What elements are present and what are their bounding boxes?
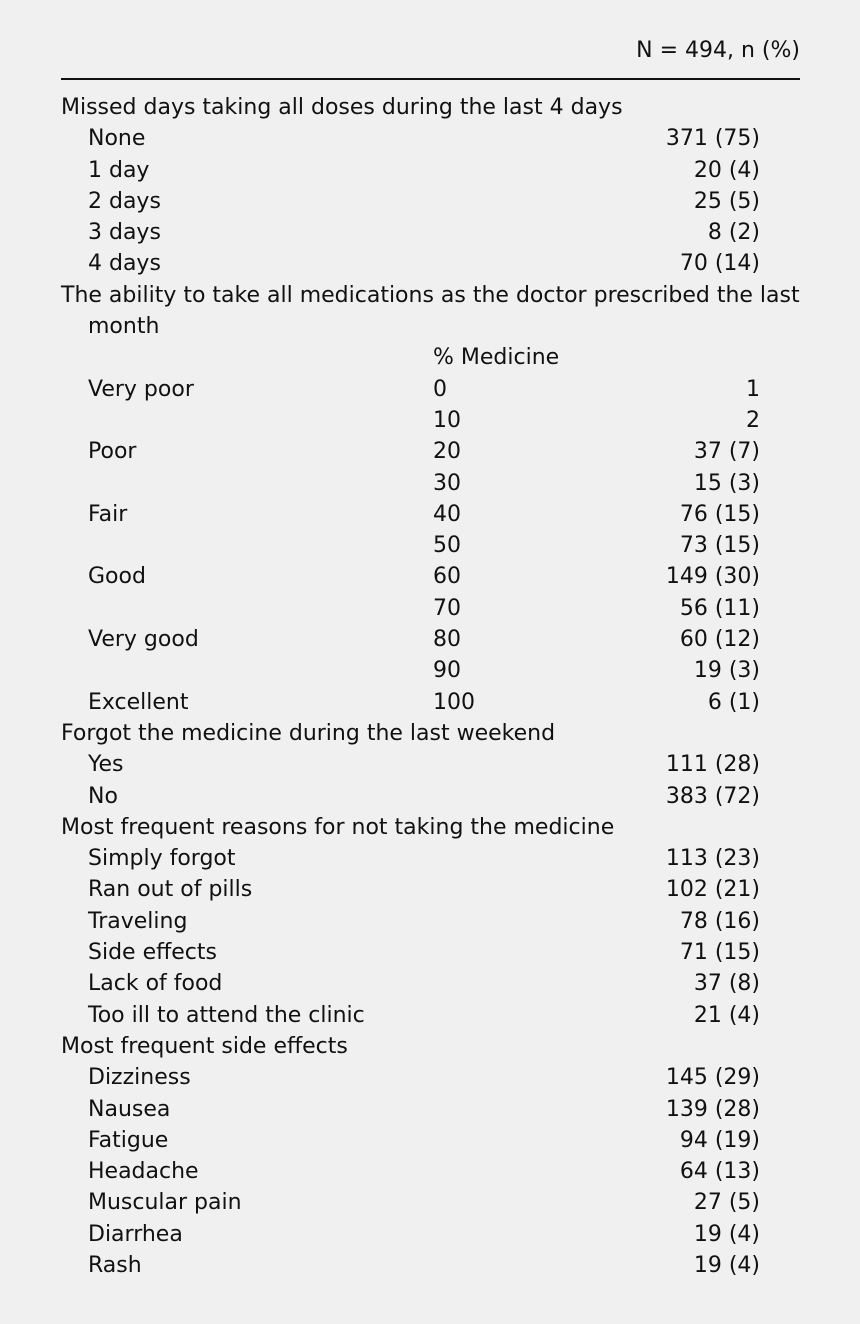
count-percent: 60 (12) bbox=[679, 627, 760, 653]
count-percent: 76 (15) bbox=[679, 501, 760, 527]
medicine-percent: % Medicine bbox=[433, 345, 560, 371]
table-row bbox=[61, 1250, 800, 1281]
row-label: Traveling bbox=[88, 908, 188, 934]
section-title-line1: The ability to take all medications as the doctor prescribed the last bbox=[61, 282, 800, 308]
table-row bbox=[61, 1094, 800, 1125]
row-label: Nausea bbox=[88, 1096, 171, 1122]
row-label: 1 day bbox=[88, 157, 150, 183]
mid-column-header bbox=[61, 342, 800, 373]
adherence-table bbox=[61, 30, 800, 1281]
count-percent: 371 (75) bbox=[665, 126, 760, 152]
count-percent: 19 (4) bbox=[693, 1252, 760, 1278]
medicine-percent: 90 bbox=[433, 658, 461, 684]
medicine-percent: 50 bbox=[433, 533, 461, 559]
table-row bbox=[61, 906, 800, 937]
row-label: Diarrhea bbox=[88, 1221, 183, 1247]
medicine-percent: 80 bbox=[433, 627, 461, 653]
row-label: Very good bbox=[88, 627, 199, 653]
count-percent: 78 (16) bbox=[679, 908, 760, 934]
row-label: No bbox=[88, 783, 118, 809]
table-row bbox=[61, 374, 800, 405]
table-row bbox=[61, 1219, 800, 1250]
row-label: Most frequent reasons for not taking the medicine bbox=[61, 814, 615, 840]
table-row bbox=[61, 217, 800, 248]
medicine-percent: 60 bbox=[433, 564, 461, 590]
count-percent: 113 (23) bbox=[665, 846, 760, 872]
row-label: Rash bbox=[88, 1252, 142, 1278]
row-label: Simply forgot bbox=[88, 846, 236, 872]
medicine-percent: 40 bbox=[433, 501, 461, 527]
row-label: Forgot the medicine during the last weekend bbox=[61, 720, 556, 746]
table-row bbox=[61, 155, 800, 186]
table-row bbox=[61, 186, 800, 217]
count-percent: 145 (29) bbox=[665, 1065, 760, 1091]
count-percent: 73 (15) bbox=[679, 533, 760, 559]
table-row bbox=[61, 1156, 800, 1187]
row-label: Yes bbox=[88, 752, 124, 778]
table-row bbox=[61, 1000, 800, 1031]
count-percent: 149 (30) bbox=[665, 564, 760, 590]
row-label: Headache bbox=[88, 1159, 199, 1185]
row-label: Very poor bbox=[88, 376, 194, 402]
count-percent: 70 (14) bbox=[679, 251, 760, 277]
row-label bbox=[61, 280, 800, 343]
row-label: Muscular pain bbox=[88, 1190, 242, 1216]
count-percent: 102 (21) bbox=[665, 877, 760, 903]
row-label: Excellent bbox=[88, 689, 189, 715]
count-percent: 37 (7) bbox=[693, 439, 760, 465]
count-percent: 20 (4) bbox=[693, 157, 760, 183]
section-title-line2: month bbox=[88, 314, 160, 340]
count-percent: 56 (11) bbox=[679, 595, 760, 621]
row-label: Most frequent side effects bbox=[61, 1033, 348, 1059]
row-label: Lack of food bbox=[88, 971, 223, 997]
table-row bbox=[61, 436, 800, 467]
row-label: 4 days bbox=[88, 251, 161, 277]
medicine-percent: 0 bbox=[433, 376, 447, 402]
table-row bbox=[61, 593, 800, 624]
table-row bbox=[61, 561, 800, 592]
row-label: Good bbox=[88, 564, 146, 590]
count-percent: 8 (2) bbox=[707, 220, 760, 246]
table-body bbox=[61, 80, 800, 1281]
table-row bbox=[61, 468, 800, 499]
row-label: 2 days bbox=[88, 188, 161, 214]
count-percent: 27 (5) bbox=[693, 1190, 760, 1216]
table-row bbox=[61, 530, 800, 561]
table-row bbox=[61, 1125, 800, 1156]
row-label: Side effects bbox=[88, 940, 217, 966]
table-row bbox=[61, 749, 800, 780]
count-percent: 64 (13) bbox=[679, 1159, 760, 1185]
table-row bbox=[61, 405, 800, 436]
count-percent: 2 bbox=[746, 407, 760, 433]
row-label: Fatigue bbox=[88, 1127, 169, 1153]
count-percent: 25 (5) bbox=[693, 188, 760, 214]
section-title bbox=[61, 280, 800, 343]
table-row bbox=[61, 123, 800, 154]
column-header-n-percent: N = 494, n (%) bbox=[636, 38, 800, 63]
medicine-percent: 20 bbox=[433, 439, 461, 465]
table-row bbox=[61, 1062, 800, 1093]
medicine-percent: 10 bbox=[433, 407, 461, 433]
table-row bbox=[61, 874, 800, 905]
count-percent: 71 (15) bbox=[679, 940, 760, 966]
count-percent: 1 bbox=[746, 376, 760, 402]
medicine-percent: 70 bbox=[433, 595, 461, 621]
count-percent: 19 (4) bbox=[693, 1221, 760, 1247]
section-title bbox=[61, 812, 800, 843]
count-percent: 15 (3) bbox=[693, 470, 760, 496]
row-label: Dizziness bbox=[88, 1065, 191, 1091]
row-label: Missed days taking all doses during the last 4 days bbox=[61, 95, 623, 120]
row-label: Fair bbox=[88, 501, 128, 527]
row-label: 3 days bbox=[88, 220, 161, 246]
table-row bbox=[61, 843, 800, 874]
row-label: Too ill to attend the clinic bbox=[88, 1002, 365, 1028]
table-row bbox=[61, 1187, 800, 1218]
count-percent: 139 (28) bbox=[665, 1096, 760, 1122]
section-title bbox=[61, 92, 800, 123]
table-row bbox=[61, 248, 800, 279]
count-percent: 111 (28) bbox=[665, 752, 760, 778]
count-percent: 6 (1) bbox=[707, 689, 760, 715]
table-header bbox=[61, 30, 800, 78]
table-row bbox=[61, 655, 800, 686]
table-row bbox=[61, 968, 800, 999]
section-title bbox=[61, 1031, 800, 1062]
count-percent: 383 (72) bbox=[665, 783, 760, 809]
row-label: None bbox=[88, 126, 146, 152]
section-title bbox=[61, 718, 800, 749]
table-row bbox=[61, 499, 800, 530]
row-label: Ran out of pills bbox=[88, 877, 253, 903]
count-percent: 37 (8) bbox=[693, 971, 760, 997]
count-percent: 21 (4) bbox=[693, 1002, 760, 1028]
table-row bbox=[61, 781, 800, 812]
count-percent: 19 (3) bbox=[693, 658, 760, 684]
table-row bbox=[61, 624, 800, 655]
table-row bbox=[61, 687, 800, 718]
count-percent: 94 (19) bbox=[679, 1127, 760, 1153]
row-label: Poor bbox=[88, 439, 137, 465]
medicine-percent: 30 bbox=[433, 470, 461, 496]
table-row bbox=[61, 937, 800, 968]
medicine-percent: 100 bbox=[433, 689, 475, 715]
